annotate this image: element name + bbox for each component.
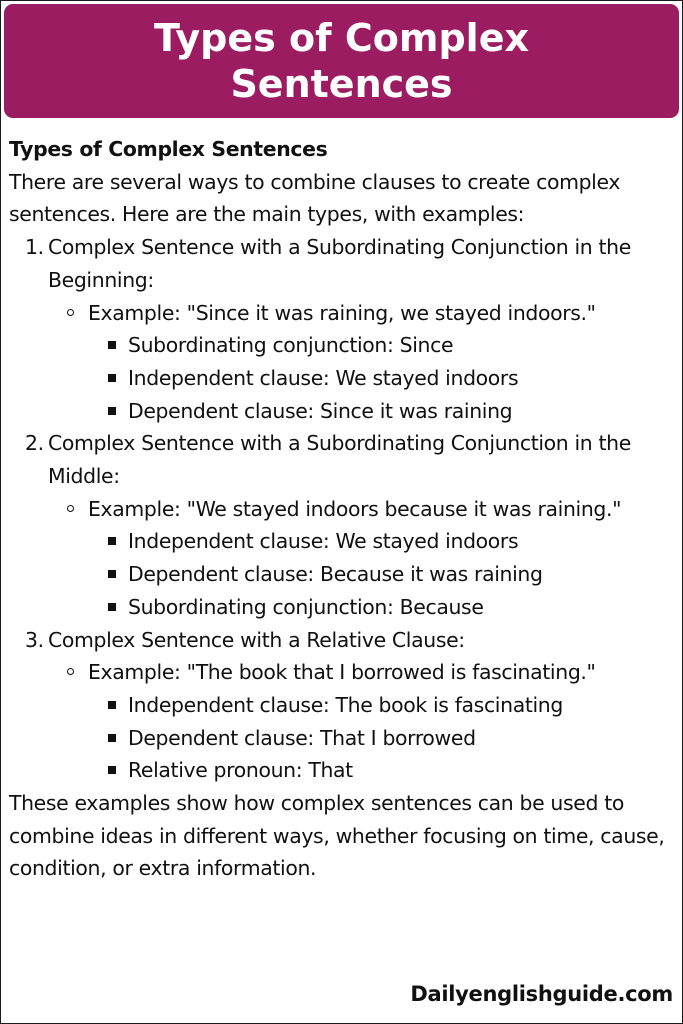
type-item-1 <box>9 231 677 427</box>
section-heading: Types of Complex Sentences <box>9 137 328 161</box>
detail-list <box>88 525 677 623</box>
example-item <box>48 297 677 428</box>
detail-item <box>88 722 677 755</box>
square-bullet-icon <box>108 734 116 742</box>
type-number: 2. <box>25 431 44 456</box>
type-title: Complex Sentence with a Relative Clause: <box>48 627 465 652</box>
detail-item <box>88 329 677 362</box>
detail-text: Independent clause: The book is fascinating <box>128 692 563 717</box>
conclusion-paragraph: These examples show how complex sentences can be used to combine ideas in different ways, whether focusing on time, cause, condition, or extra information. <box>9 791 665 881</box>
detail-list <box>88 329 677 427</box>
example-text: Example: "We stayed indoors because it was raining." <box>88 496 622 521</box>
example-item <box>48 493 677 624</box>
example-text: Example: "The book that I borrowed is fascinating." <box>88 660 596 685</box>
article-body <box>9 133 677 885</box>
detail-text: Independent clause: We stayed indoors <box>128 365 519 390</box>
detail-item <box>88 591 677 624</box>
intro-paragraph: There are several ways to combine clauses to create complex sentences. Here are the main types, with examples: <box>9 169 621 227</box>
square-bullet-icon <box>108 570 116 578</box>
square-bullet-icon <box>108 407 116 415</box>
hollow-bullet-icon <box>67 309 74 316</box>
detail-item <box>88 395 677 428</box>
detail-list <box>88 689 677 787</box>
example-item <box>48 656 677 787</box>
square-bullet-icon <box>108 603 116 611</box>
type-title: Complex Sentence with a Subordinating Conjunction in the Middle: <box>48 431 631 489</box>
detail-item <box>88 525 677 558</box>
detail-item <box>88 754 677 787</box>
example-list <box>48 493 677 624</box>
type-item-2 <box>9 427 677 623</box>
hollow-bullet-icon <box>67 668 74 675</box>
detail-item <box>88 689 677 722</box>
title-banner <box>4 4 679 118</box>
detail-item <box>88 362 677 395</box>
example-list <box>48 297 677 428</box>
detail-text: Subordinating conjunction: Because <box>128 594 484 619</box>
hollow-bullet-icon <box>67 505 74 512</box>
type-title: Complex Sentence with a Subordinating Conjunction in the Beginning: <box>48 235 631 292</box>
detail-text: Subordinating conjunction: Since <box>128 333 454 358</box>
detail-item <box>88 558 677 591</box>
page-title: Types of Complex Sentences <box>154 16 529 106</box>
square-bullet-icon <box>108 701 116 709</box>
type-number: 3. <box>25 627 44 652</box>
square-bullet-icon <box>108 341 116 349</box>
site-watermark: Dailyenglishguide.com <box>410 982 673 1006</box>
type-number: 1. <box>25 235 44 260</box>
types-list <box>9 231 677 787</box>
detail-text: Dependent clause: Because it was raining <box>128 562 543 587</box>
square-bullet-icon <box>108 537 116 545</box>
detail-text: Dependent clause: That I borrowed <box>128 725 476 750</box>
square-bullet-icon <box>108 374 116 382</box>
detail-text: Dependent clause: Since it was raining <box>128 398 513 423</box>
square-bullet-icon <box>108 766 116 774</box>
detail-text: Independent clause: We stayed indoors <box>128 529 519 554</box>
example-text: Example: "Since it was raining, we stayed indoors." <box>88 300 596 325</box>
detail-text: Relative pronoun: That <box>128 758 353 783</box>
type-item-3 <box>9 624 677 788</box>
example-list <box>48 656 677 787</box>
